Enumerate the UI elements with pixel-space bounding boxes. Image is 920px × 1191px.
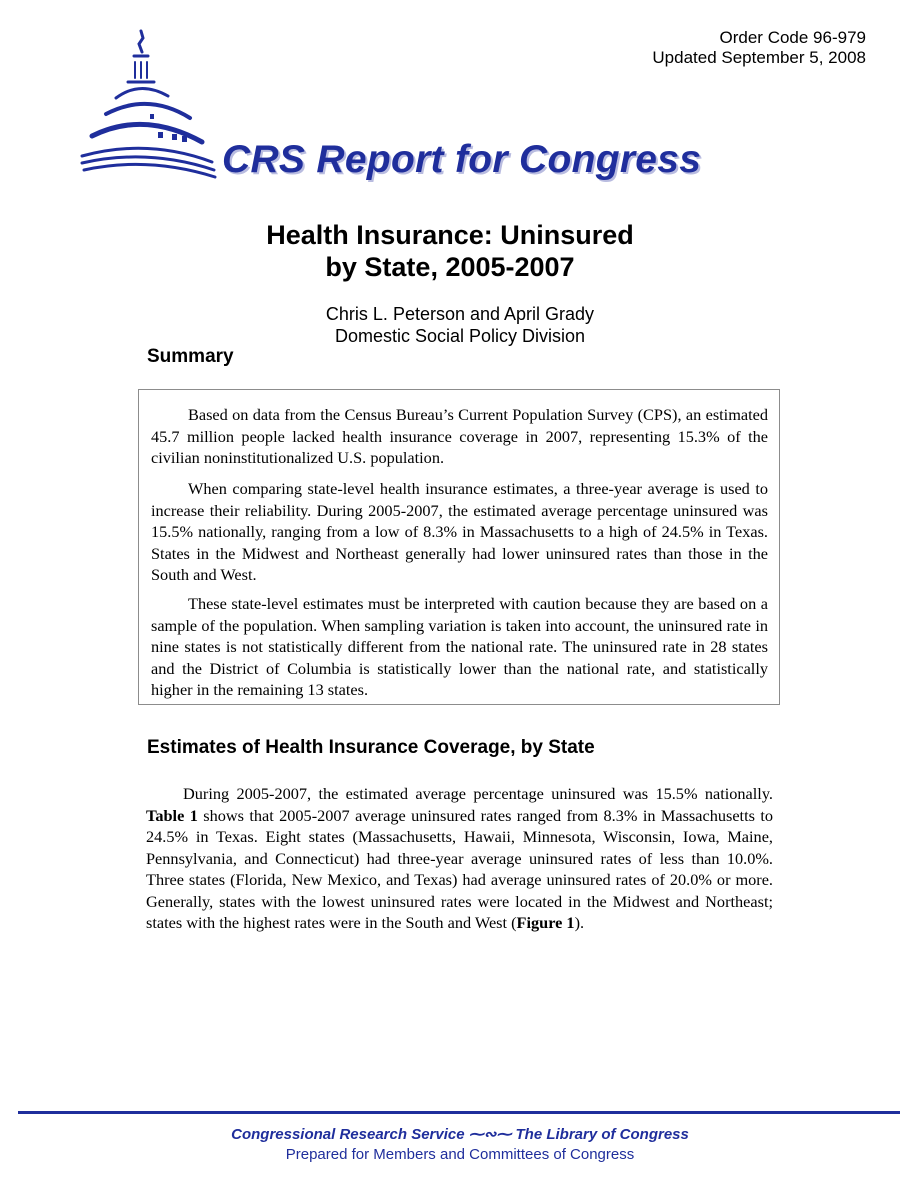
- section-text-middle: shows that 2005-2007 average uninsured rates ranged from 8.3% in Massachusetts to 24.5% in Texas. Eight states (Massachusetts, Hawaii, Minnesota, Wisconsin, Iowa, Maine, Pennsylvania, and Connecticut) had three-year average uninsured rates of less than 10.0%. Three states (Florida, New Mexico, and Texas) had average uninsured rates of 20.0% or more. Generally, states with the lowest uninsured rates were located in the Midwest and Northeast; states with the highest rates were in the South and West (: [146, 805, 773, 932]
- figure-1-reference[interactable]: Figure 1: [516, 913, 575, 932]
- section-paragraph: [146, 783, 773, 934]
- summary-paragraph-2: When comparing state-level health insurance estimates, a three-year average is used to increase their reliability. During 2005-2007, the estimated average percentage uninsured was 15.5% nationally, ranging from a low of 8.3% in Massachusetts to a high of 24.5% in Texas. States in the Midwest and Northeast generally had lower uninsured rates than those in the South and West.: [151, 479, 768, 584]
- summary-heading: Summary: [147, 346, 234, 367]
- section-text-end: ).: [574, 913, 585, 932]
- section-text-start: During 2005-2007, the estimated average percentage uninsured was 15.5% nationally.: [183, 784, 773, 803]
- crs-report-wordmark: CRS Report for Congress: [222, 138, 702, 181]
- footer-ornament-icon: ⁓∾⁓: [468, 1126, 512, 1143]
- summary-paragraph-3: These state-level estimates must be interpreted with caution because they are based on a sample of the population. When sampling variation is taken into account, the uninsured rate in nine states is not statistically different from the national rate. The uninsured rate in 28 states and the District of Columbia is statistically lower than the national rate, and statistically higher in the remaining 13 states.: [151, 594, 768, 699]
- footer-line-1: [0, 1125, 920, 1145]
- report-title-line1: Health Insurance: Uninsured: [266, 220, 634, 250]
- report-title-line2: by State, 2005-2007: [325, 252, 575, 282]
- division: Domestic Social Policy Division: [334, 326, 586, 346]
- section-heading: Estimates of Health Insurance Coverage, by State: [147, 737, 595, 758]
- authors: Chris L. Peterson and April Grady: [325, 304, 595, 324]
- order-code: Order Code 96-979: [719, 28, 866, 47]
- footer-crs: Congressional Research Service: [231, 1126, 465, 1143]
- report-title: [150, 219, 750, 283]
- footer-divider: [18, 1111, 900, 1114]
- author-block: [160, 303, 760, 347]
- footer: [0, 1125, 920, 1164]
- capitol-dome-logo: [78, 26, 218, 186]
- summary-box: [138, 389, 780, 705]
- summary-paragraph-1: Based on data from the Census Bureau’s Current Population Survey (CPS), an estimated 45.7 million people lacked health insurance coverage in 2007, representing 15.3% of the civilian noninstitutionalized U.S. population.: [151, 405, 768, 467]
- table-1-reference[interactable]: Table 1: [146, 805, 198, 825]
- footer-loc: The Library of Congress: [515, 1126, 689, 1143]
- updated-date: Updated September 5, 2008: [652, 48, 866, 67]
- footer-line-2: Prepared for Members and Committees of Congress: [285, 1146, 635, 1163]
- order-code-block: [652, 28, 866, 68]
